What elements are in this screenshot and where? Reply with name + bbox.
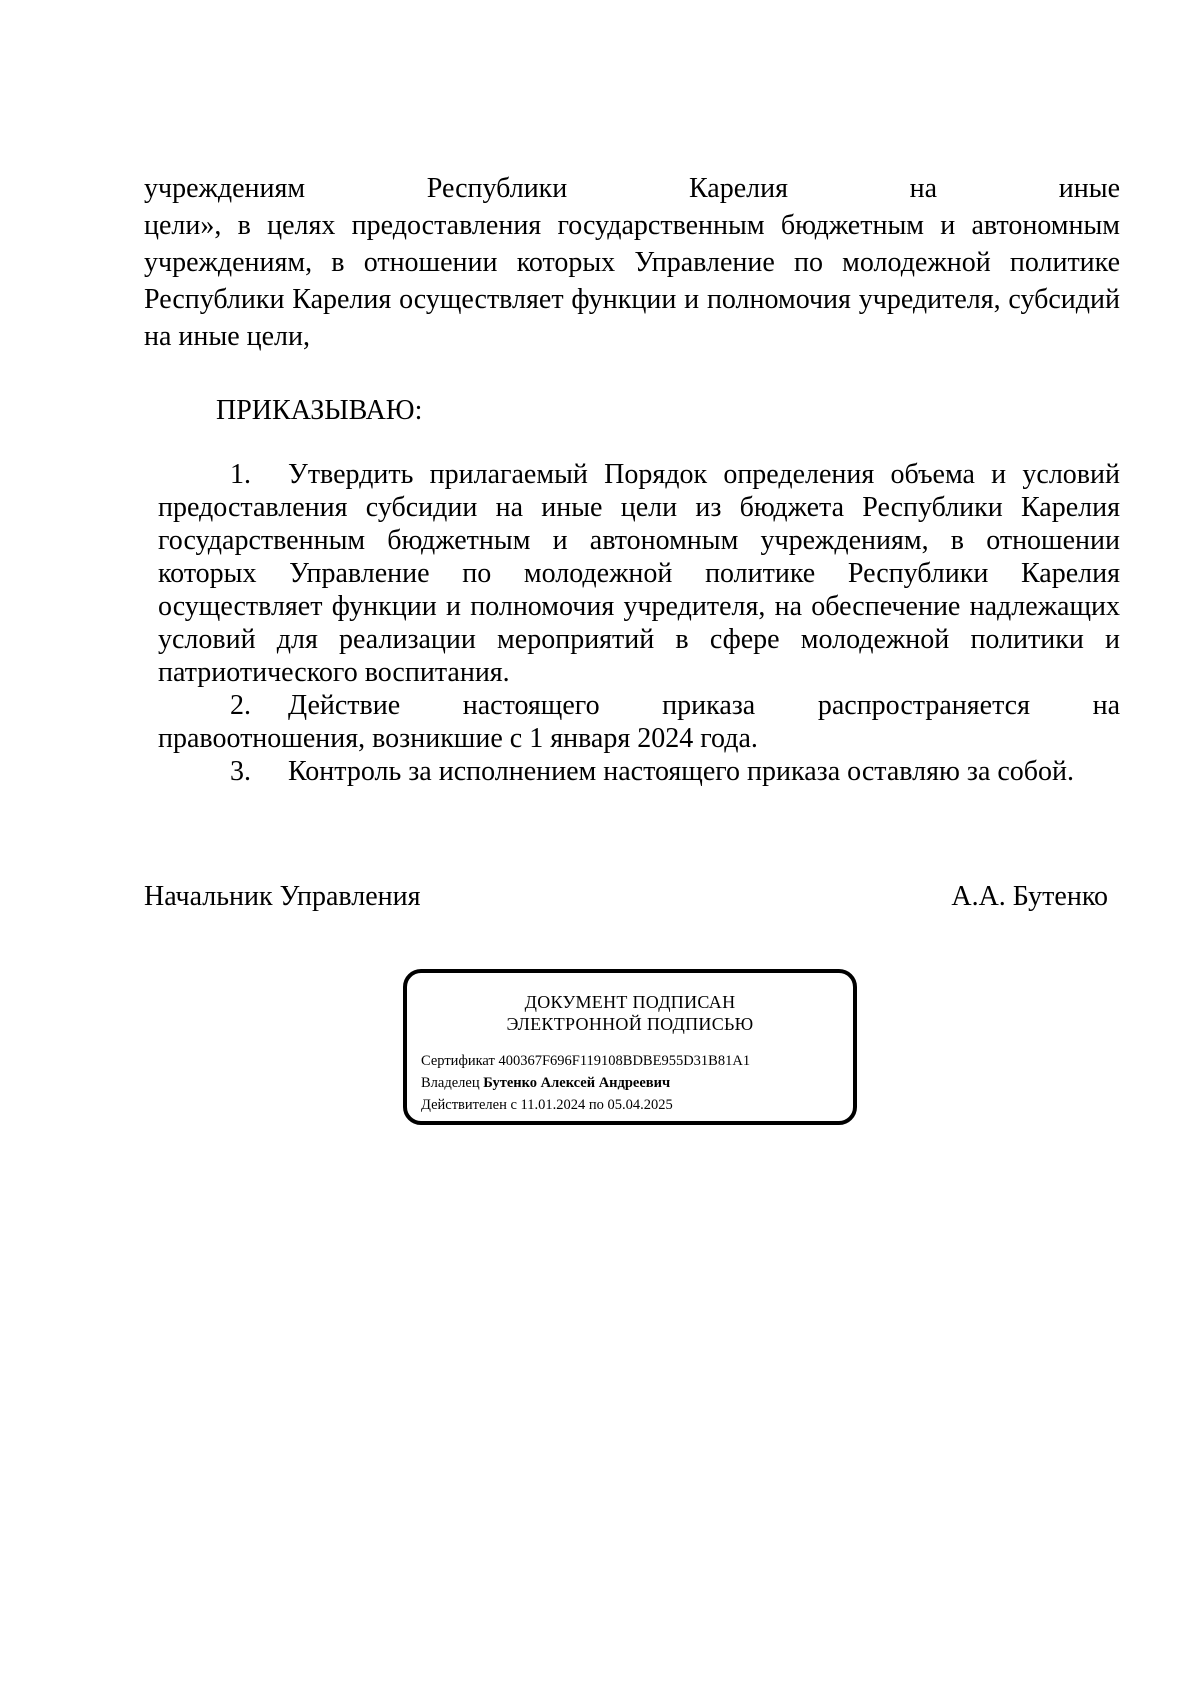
order-item-3	[158, 755, 1120, 788]
valid-to-label: по	[588, 1097, 604, 1113]
stamp-title-line: ДОКУМЕНТ ПОДПИСАН	[524, 992, 736, 1012]
owner-label: Владелец	[421, 1075, 480, 1091]
certificate-value: 400367F696F119108BDBE955D31B81A1	[498, 1053, 751, 1069]
valid-from-date: 11.01.2024	[520, 1097, 586, 1113]
owner-value: Бутенко Алексей Андреевич	[483, 1075, 671, 1091]
signatory-position: Начальник Управления	[144, 881, 421, 912]
item-number: 3.	[230, 756, 251, 787]
signature-row	[144, 878, 1108, 915]
item-number: 2.	[230, 690, 251, 721]
preamble-paragraph	[144, 170, 1120, 355]
order-item-2	[158, 689, 1120, 722]
stamp-title-line: ЭЛЕКТРОННОЙ ПОДПИСЬЮ	[506, 1014, 754, 1034]
stamp-title	[407, 991, 853, 1035]
item-number: 1.	[230, 459, 251, 490]
signatory-name: А.А. Бутенко	[951, 881, 1108, 912]
item-text: Действие настоящего приказа распространяется на	[288, 690, 1120, 721]
item-text: правоотношения, возникшие с 1 января 2024 года.	[158, 723, 758, 754]
owner-row	[421, 1072, 750, 1094]
valid-to-date: 05.04.2025	[607, 1097, 673, 1113]
preamble-line: учреждениям Республики Карелия на иные	[144, 173, 1120, 204]
order-items	[158, 458, 1120, 788]
valid-from-label: с	[510, 1097, 517, 1113]
order-heading: ПРИКАЗЫВАЮ:	[216, 395, 423, 426]
order-item-2-continuation	[158, 722, 1120, 755]
certificate-label: Сертификат	[421, 1053, 495, 1069]
certificate-row	[421, 1050, 750, 1072]
valid-label: Действителен	[421, 1097, 507, 1113]
item-text: Утвердить прилагаемый Порядок определения объема и условий предоставления субсидии на иные цели из бюджета Республики Карелия государственным бюджетным и автономным учреждениям, в отношении которых Управление по молодежной политике Республики Карелия осуществляет функции и полномочия учредителя, на обеспечение надлежащих условий для реализации мероприятий в сфере молодежной политики и патриотического воспитания.	[158, 459, 1120, 688]
order-item-1	[158, 458, 1120, 689]
item-text: Контроль за исполнением настоящего приказа оставляю за собой.	[288, 756, 1075, 787]
preamble-text: цели», в целях предоставления государственным бюджетным и автономным учреждениям, в отношении которых Управление по молодежной политике Республики Карелия осуществляет функции и полномочия учредителя, субсидий на иные цели,	[144, 210, 1120, 352]
stamp-details	[421, 1050, 750, 1116]
validity-row	[421, 1094, 750, 1116]
electronic-signature-stamp	[403, 969, 857, 1125]
